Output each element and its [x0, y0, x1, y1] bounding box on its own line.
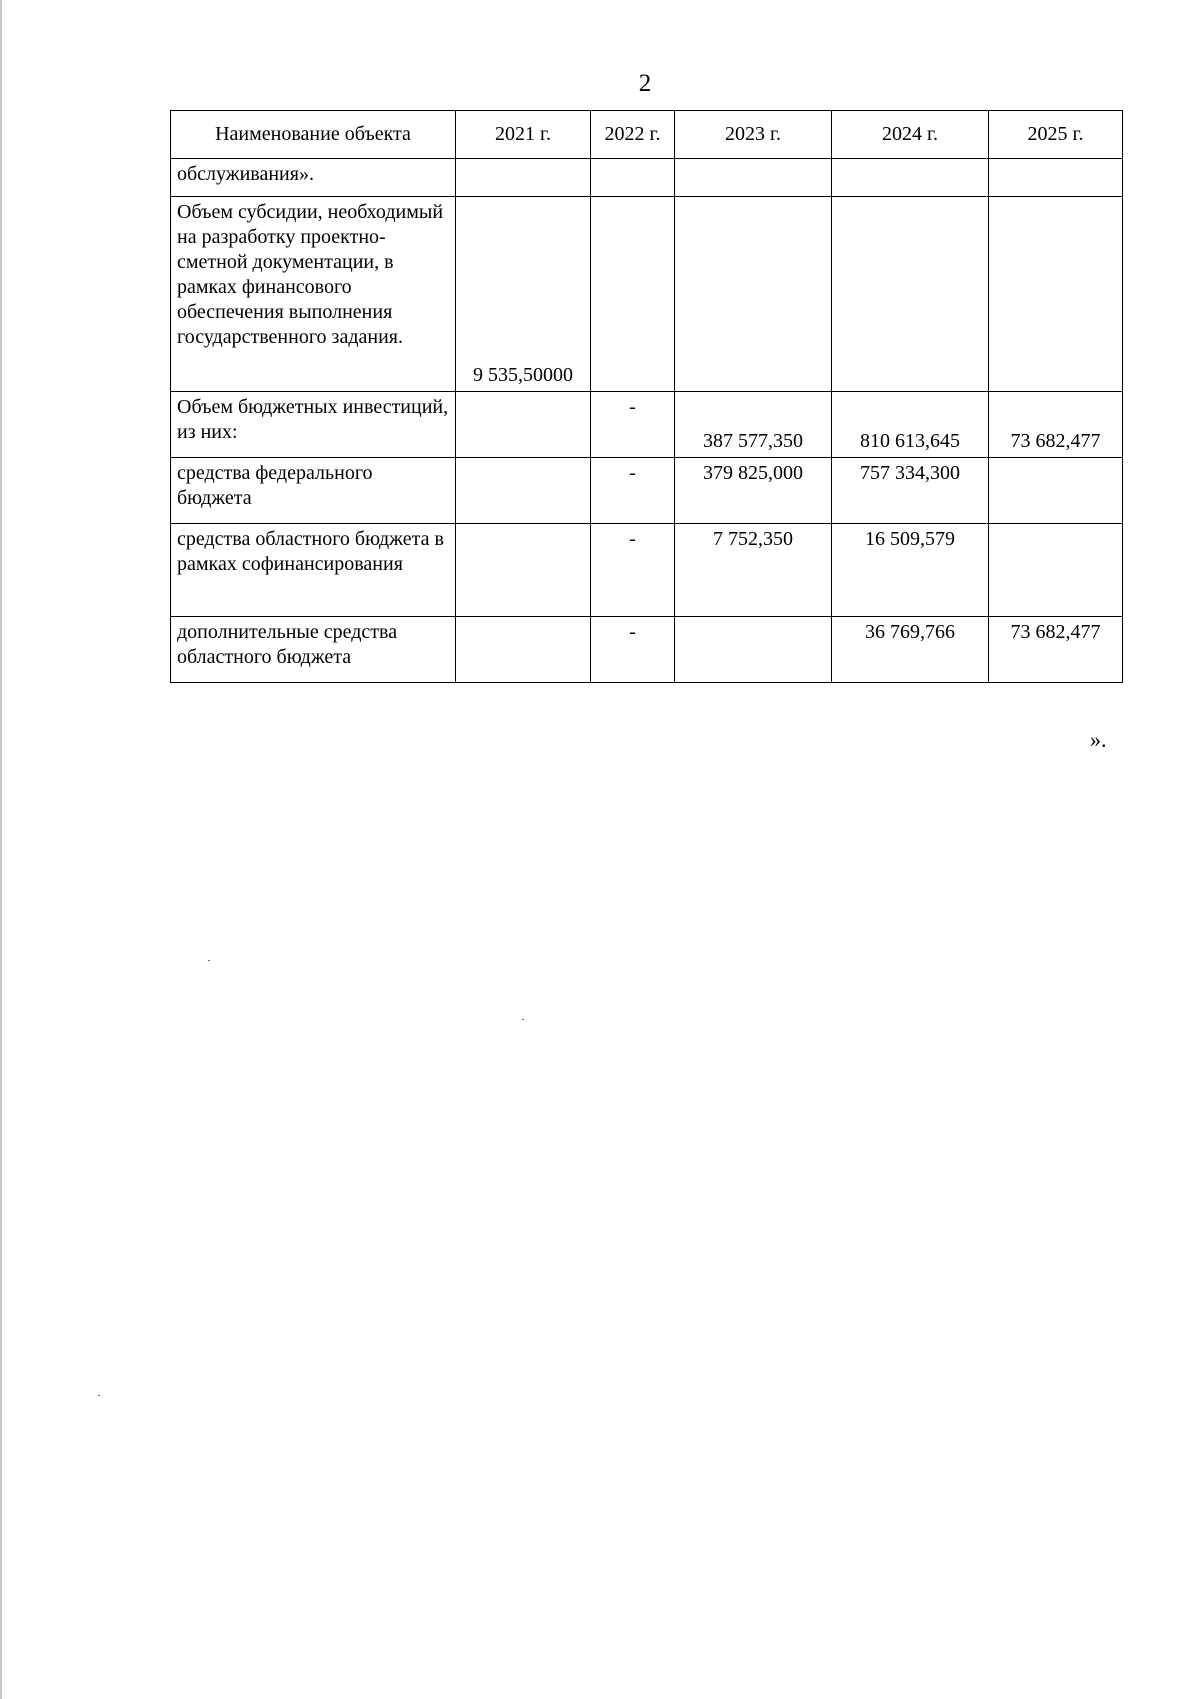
page-number: 2 — [638, 70, 652, 97]
scan-left-edge — [0, 0, 2, 1699]
funding-table-container — [170, 110, 1122, 683]
cell-2022 — [591, 197, 675, 392]
cell-2021 — [456, 617, 591, 683]
header-object-name: Наименование объекта — [171, 111, 456, 159]
cell-2022: - — [591, 524, 675, 617]
header-year-2024: 2024 г. — [832, 111, 989, 159]
cell-2023: 379 825,000 — [675, 458, 832, 524]
cell-2025 — [989, 524, 1123, 617]
cell-2021 — [456, 458, 591, 524]
cell-2021 — [456, 524, 591, 617]
table-row — [171, 524, 1123, 617]
table-row — [171, 458, 1123, 524]
cell-2025: 73 682,477 — [989, 392, 1123, 458]
row-name: обслуживания». — [171, 159, 456, 197]
header-year-2021: 2021 г. — [456, 111, 591, 159]
cell-2024: 36 769,766 — [832, 617, 989, 683]
row-name: дополнительные средства областного бюджета — [171, 617, 456, 683]
row-name: средства федерального бюджета — [171, 458, 456, 524]
header-year-2025: 2025 г. — [989, 111, 1123, 159]
scan-speck — [98, 1395, 100, 1396]
table-header-row — [171, 111, 1123, 159]
cell-2023: 7 752,350 — [675, 524, 832, 617]
cell-2025 — [989, 159, 1123, 197]
cell-2022: - — [591, 458, 675, 524]
cell-2022: - — [591, 392, 675, 458]
cell-2022: - — [591, 617, 675, 683]
cell-2023 — [675, 197, 832, 392]
cell-2024 — [832, 159, 989, 197]
closing-quote: ». — [1090, 727, 1107, 752]
header-year-2023: 2023 г. — [675, 111, 832, 159]
scan-speck — [522, 1019, 524, 1020]
header-year-2022: 2022 г. — [591, 111, 675, 159]
cell-2021 — [456, 392, 591, 458]
cell-2025 — [989, 458, 1123, 524]
cell-2021 — [456, 159, 591, 197]
cell-2025 — [989, 197, 1123, 392]
cell-2024: 810 613,645 — [832, 392, 989, 458]
cell-2021: 9 535,50000 — [456, 197, 591, 392]
cell-2025: 73 682,477 — [989, 617, 1123, 683]
row-name: Объем бюджетных инвестиций, из них: — [171, 392, 456, 458]
cell-2024: 16 509,579 — [832, 524, 989, 617]
cell-2023: 387 577,350 — [675, 392, 832, 458]
row-name: средства областного бюджета в рамках софинансирования — [171, 524, 456, 617]
cell-2024: 757 334,300 — [832, 458, 989, 524]
row-name: Объем субсидии, необходимый на разработку проектно-сметной документации, в рамках финансового обеспечения выполнения государственного задания. — [171, 197, 456, 392]
table-row — [171, 392, 1123, 458]
cell-2023 — [675, 617, 832, 683]
cell-2024 — [832, 197, 989, 392]
funding-table — [170, 110, 1123, 683]
cell-2022 — [591, 159, 675, 197]
table-row — [171, 617, 1123, 683]
scan-speck — [208, 960, 210, 961]
cell-2023 — [675, 159, 832, 197]
table-row — [171, 197, 1123, 392]
table-row — [171, 159, 1123, 197]
